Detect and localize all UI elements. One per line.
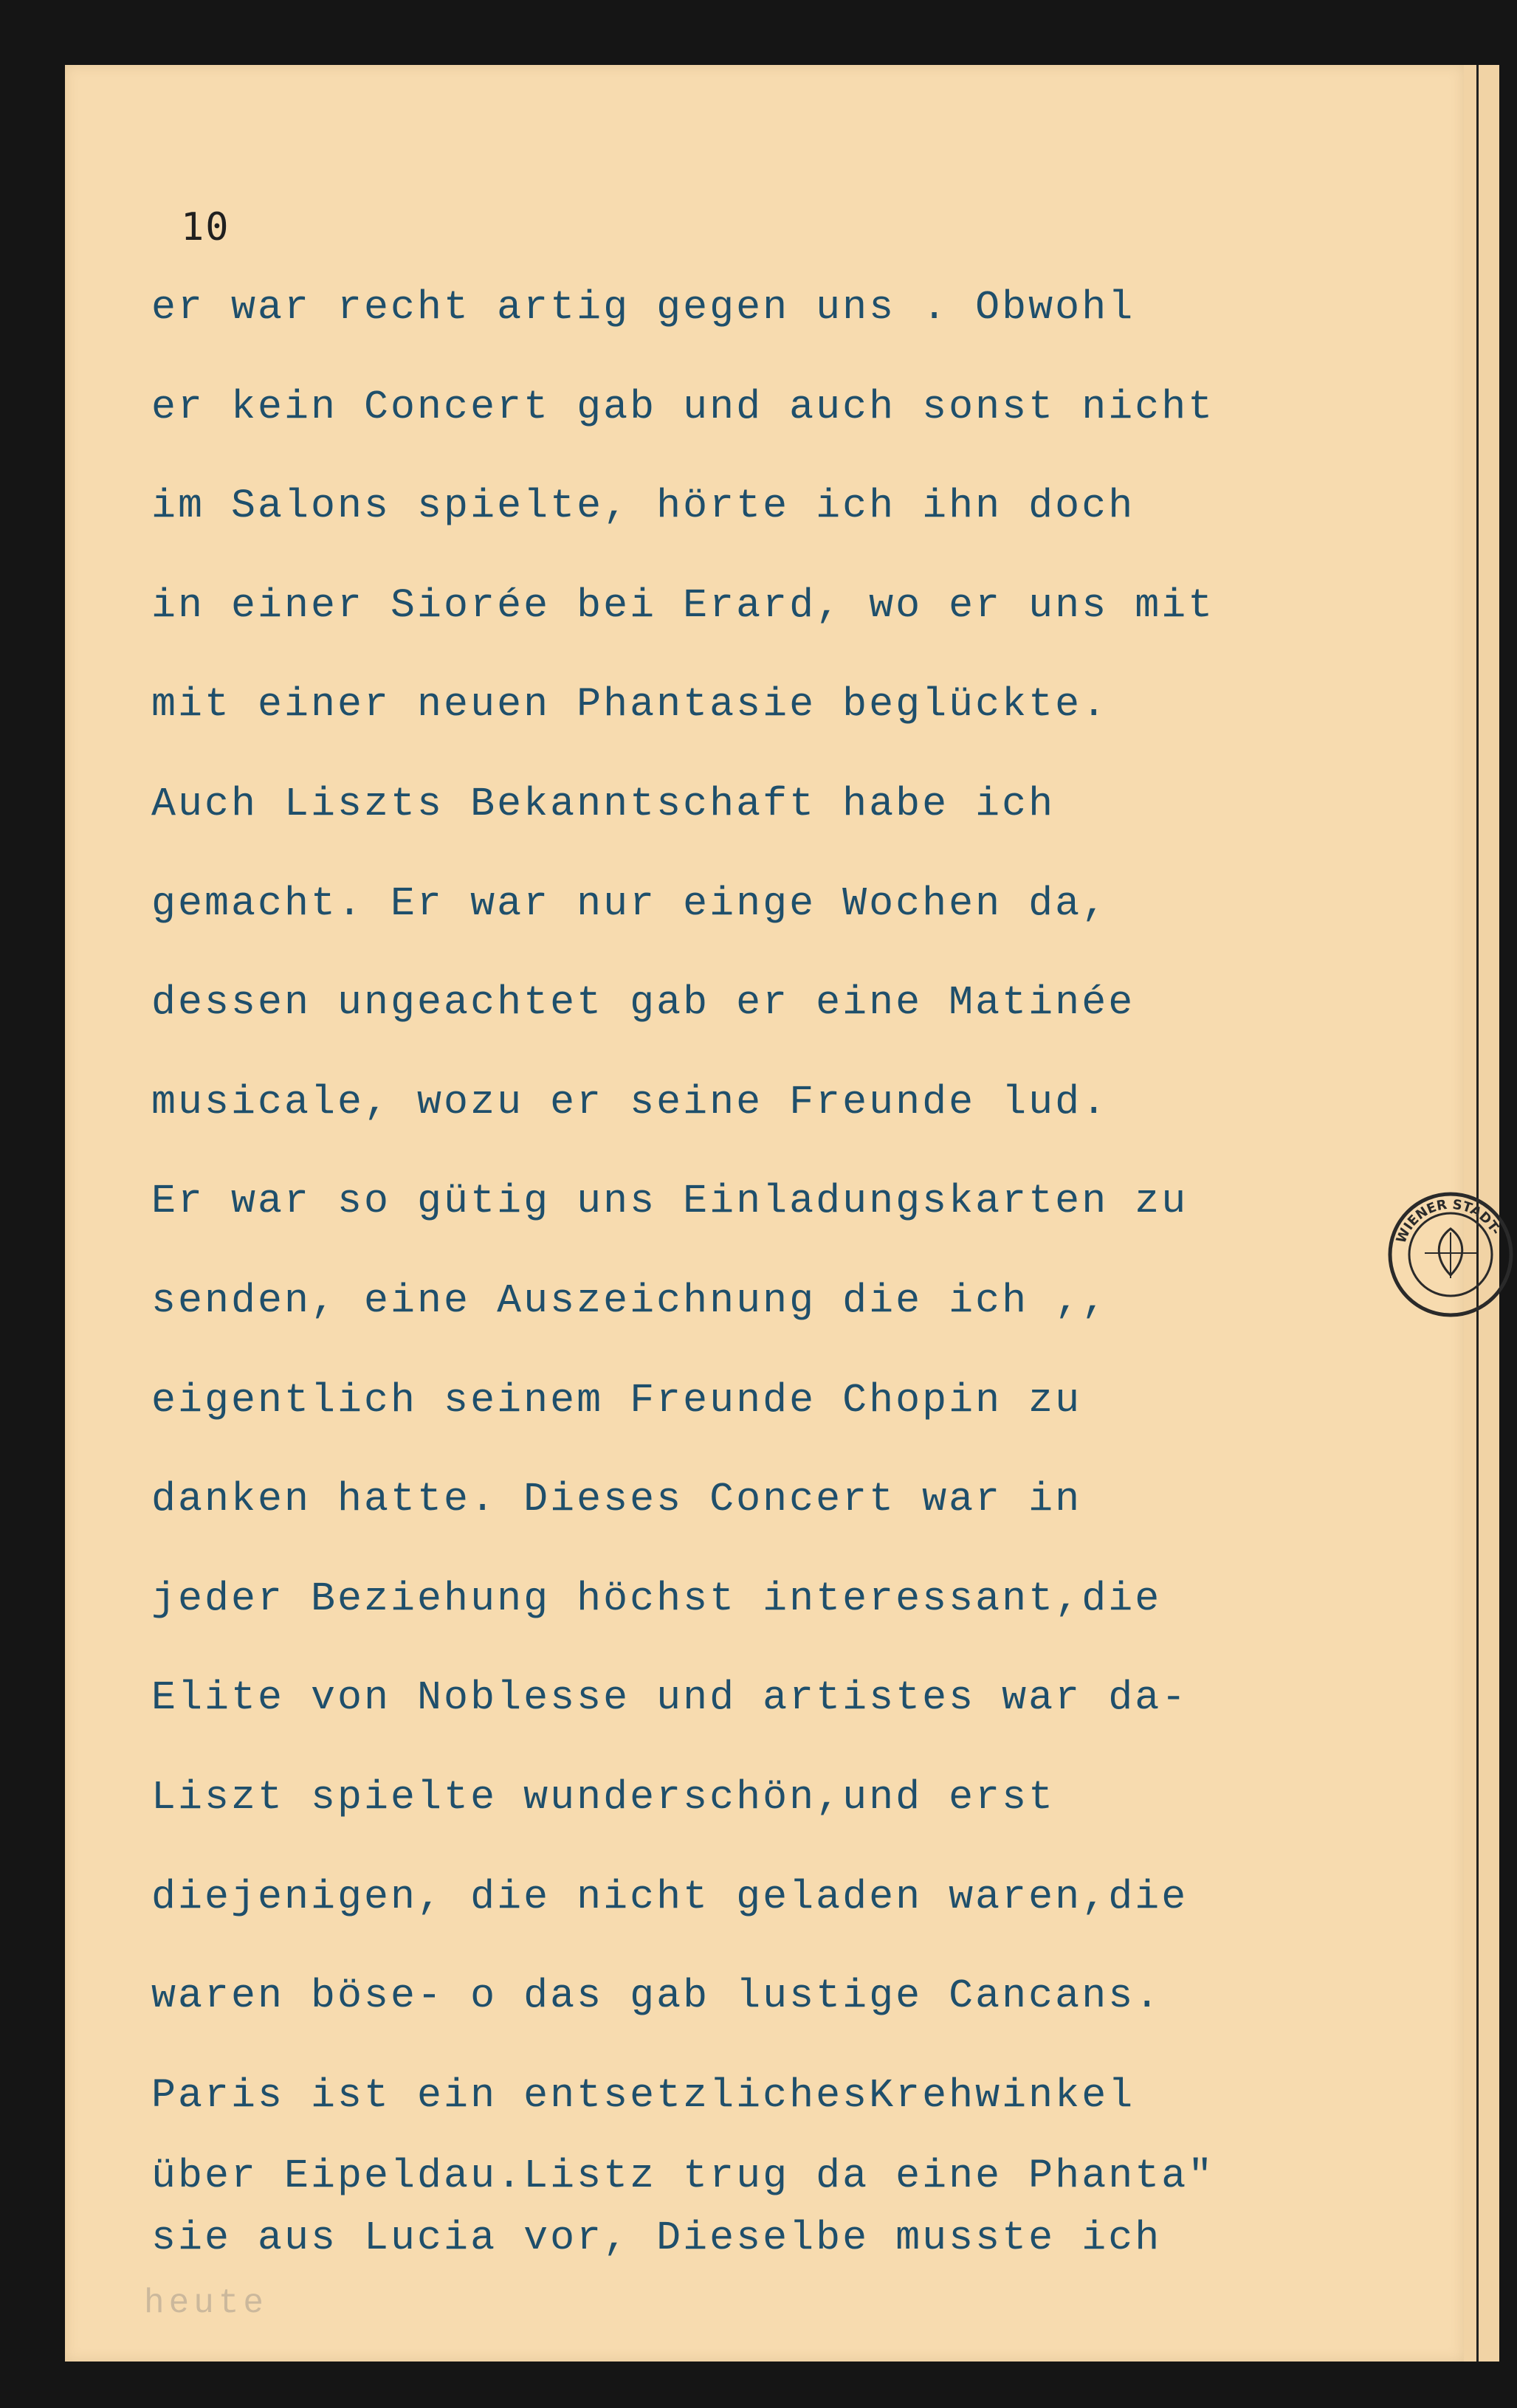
- text-line: er war recht artig gegen uns . Obwohl: [151, 284, 1135, 331]
- text-line: im Salons spielte, hörte ich ihn doch: [151, 483, 1135, 530]
- text-line: senden, eine Auszeichnung die ich ,,: [151, 1277, 1109, 1324]
- text-line: gemacht. Er war nur einge Wochen da,: [151, 880, 1109, 927]
- text-line: musicale, wozu er seine Freunde lud.: [151, 1078, 1109, 1125]
- text-line: über Eipeldau.Listz trug da eine Phanta": [151, 2153, 1215, 2200]
- text-line: jeder Beziehung höchst interessant,die: [151, 1575, 1162, 1622]
- text-line: er kein Concert gab und auch sonst nicht: [151, 383, 1215, 430]
- text-line: sie aus Lucia vor, Dieselbe musste ich: [151, 2215, 1162, 2262]
- page-number: 10: [181, 205, 230, 249]
- text-line: dessen ungeachtet gab er eine Matinée: [151, 979, 1135, 1027]
- typed-text-block: [151, 258, 1377, 2269]
- text-line: Elite von Noblesse und artistes war da-: [151, 1674, 1189, 1722]
- archive-stamp: [1384, 1188, 1517, 1321]
- text-line: waren böse- o das gab lustige Cancans.: [151, 1973, 1162, 2020]
- text-line: Liszt spielte wunderschön,und erst: [151, 1773, 1056, 1821]
- text-line: Er war so gütig uns Einladungskarten zu: [151, 1178, 1189, 1225]
- text-line: Paris ist ein entsetzlichesKrehwinkel: [151, 2071, 1135, 2119]
- text-line: diejenigen, die nicht geladen waren,die: [151, 1873, 1189, 1920]
- text-line: mit einer neuen Phantasie beglückte.: [151, 681, 1109, 728]
- text-line: eigentlich seinem Freunde Chopin zu: [151, 1376, 1082, 1424]
- text-line: Auch Liszts Bekanntschaft habe ich: [151, 780, 1056, 827]
- text-line: danken hatte. Dieses Concert war in: [151, 1476, 1082, 1523]
- stamp-text: WIENER STADT-: [1393, 1196, 1504, 1246]
- faint-offset-text: heute: [144, 2284, 269, 2322]
- text-line: in einer Siorée bei Erard, wo er uns mit: [151, 582, 1215, 629]
